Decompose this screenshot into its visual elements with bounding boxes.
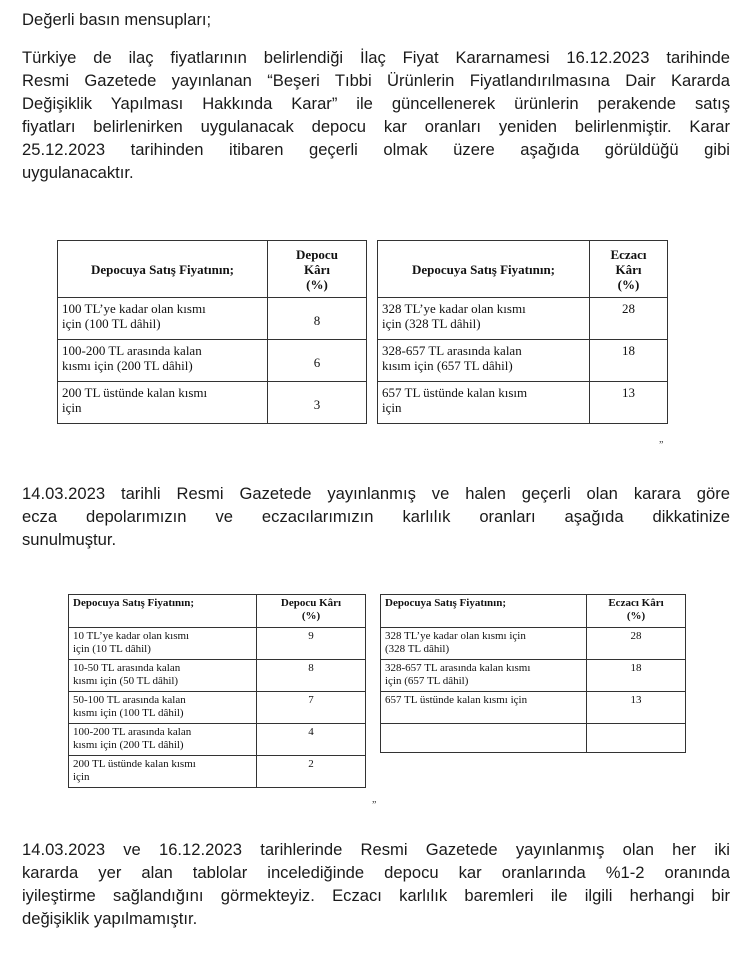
table-row-empty <box>381 724 686 753</box>
table-row <box>69 756 366 788</box>
price-range-cell: 328-657 TL arasında kalan kısım için (657 TL dâhil) <box>378 340 590 382</box>
profit-cell: 18 <box>590 340 668 382</box>
header-profit <box>268 241 367 298</box>
text-line: değişiklik yapılmamıştır. <box>22 909 198 928</box>
text-line: iyileştirme sağlandığını görmekteyiz. Eczacı karlılık baremleri ile ilgili herhangi bir <box>22 886 730 905</box>
header-price-range: Depocuya Satış Fiyatının; <box>378 241 590 298</box>
header-line: (%) <box>306 276 328 292</box>
price-range-cell: 10-50 TL arasında kalan kısmı için (50 TL dâhil) <box>69 660 257 692</box>
price-range-cell: 100 TL’ye kadar olan kısmı için (100 TL dâhil) <box>58 298 268 340</box>
table-header-row <box>381 595 686 628</box>
text-line: Resmi Gazetede yayınlanan “Beşeri Tıbbi Ürünlerin Fiyatlandırılmasına Dair Kararda <box>22 71 730 90</box>
profit-cell: 6 <box>268 340 367 382</box>
header-line: Eczacı <box>610 246 647 262</box>
profit-cell: 13 <box>587 692 686 724</box>
empty-cell <box>381 724 587 753</box>
profit-cell: 8 <box>268 298 367 340</box>
price-range-cell: 657 TL üstünde kalan kısım için <box>378 382 590 424</box>
table-row <box>378 298 668 340</box>
table-old-depocu-rates <box>68 594 366 788</box>
price-range-cell: 657 TL üstünde kalan kısmı için <box>381 692 587 724</box>
paragraph-intro <box>22 46 730 184</box>
table-new-eczaci-rates <box>377 240 668 424</box>
profit-cell: 8 <box>257 660 366 692</box>
profit-cell: 13 <box>590 382 668 424</box>
text-line: kararda yer alan tablolar incelediğinde depocu kar oranlarında %1-2 oranında <box>22 863 730 882</box>
header-price-range: Depocuya Satış Fiyatının; <box>381 595 587 628</box>
table-row <box>69 628 366 660</box>
text-line: sunulmuştur. <box>22 530 117 549</box>
text-line: uygulanacaktır. <box>22 163 134 182</box>
table-row <box>69 660 366 692</box>
header-line: Eczacı Kârı <box>608 597 664 609</box>
table-new-depocu-rates <box>57 240 367 424</box>
table-row <box>378 340 668 382</box>
table-header-row <box>58 241 367 298</box>
price-range-cell: 50-100 TL arasında kalan kısmı için (100 TL dâhil) <box>69 692 257 724</box>
text-line: ecza depolarımızın ve eczacılarımızın karlılık oranları aşağıda dikkatinize <box>22 507 730 526</box>
table-row <box>58 340 367 382</box>
table-header-row <box>69 595 366 628</box>
profit-cell: 4 <box>257 724 366 756</box>
table-row <box>378 382 668 424</box>
header-line: (%) <box>626 609 646 622</box>
table-row <box>69 692 366 724</box>
price-range-cell: 100-200 TL arasında kalan kısmı için (200 TL dâhil) <box>69 724 257 756</box>
text-line: 25.12.2023 tarihinden itibaren geçerli olmak üzere aşağıda görüldüğü gibi <box>22 140 730 159</box>
profit-cell: 9 <box>257 628 366 660</box>
greeting: Değerli basın mensupları; <box>22 10 212 29</box>
header-line: Depocu <box>296 246 338 262</box>
header-line: Depocu Kârı <box>280 597 342 609</box>
profit-cell: 18 <box>587 660 686 692</box>
table-row <box>381 628 686 660</box>
profit-cell: 3 <box>268 382 367 424</box>
profit-cell: 28 <box>587 628 686 660</box>
price-range-cell: 100-200 TL arasında kalan kısmı için (200 TL dâhil) <box>58 340 268 382</box>
closing-quote-mark: ” <box>372 800 377 811</box>
header-line: Kârı <box>304 261 330 277</box>
price-range-cell: 328-657 TL arasında kalan kısmı için (657 TL dâhil) <box>381 660 587 692</box>
table-row <box>381 692 686 724</box>
price-range-cell: 200 TL üstünde kalan kısmı için <box>69 756 257 788</box>
profit-cell: 28 <box>590 298 668 340</box>
closing-quote-mark: ” <box>659 440 664 451</box>
header-profit <box>590 241 668 298</box>
text-line: 14.03.2023 ve 16.12.2023 tarihlerinde Resmi Gazetede yayınlanmış olan her iki <box>22 840 730 859</box>
header-line: (%) <box>617 276 640 292</box>
price-range-cell: 200 TL üstünde kalan kısmı için <box>58 382 268 424</box>
header-price-range: Depocuya Satış Fiyatının; <box>69 595 257 628</box>
empty-cell <box>587 724 686 753</box>
price-range-cell: 328 TL’ye kadar olan kısmı için (328 TL dâhil) <box>378 298 590 340</box>
text-line: fiyatları belirlenirken uygulanacak depocu kar oranları yeniden belirlenmiştir. Karar <box>22 117 730 136</box>
paragraph-current-rates <box>22 482 730 551</box>
price-range-cell: 328 TL’ye kadar olan kısmı için (328 TL dâhil) <box>381 628 587 660</box>
header-line: Kârı <box>615 261 642 277</box>
table-header-row <box>378 241 668 298</box>
table-row <box>69 724 366 756</box>
header-line: (%) <box>301 609 321 622</box>
header-price-range: Depocuya Satış Fiyatının; <box>58 241 268 298</box>
paragraph-conclusion <box>22 838 730 930</box>
table-row <box>58 298 367 340</box>
header-profit <box>257 595 366 628</box>
header-profit <box>587 595 686 628</box>
table-row <box>58 382 367 424</box>
table-old-eczaci-rates <box>380 594 686 753</box>
text-line: 14.03.2023 tarihli Resmi Gazetede yayınlanmış ve halen geçerli olan karara göre <box>22 484 730 503</box>
profit-cell: 7 <box>257 692 366 724</box>
price-range-cell: 10 TL’ye kadar olan kısmı için (10 TL dâhil) <box>69 628 257 660</box>
text-line: Değişiklik Yapılması Hakkında Karar” ile güncellenerek ürünlerin perakende satış <box>22 94 730 113</box>
profit-cell: 2 <box>257 756 366 788</box>
table-row <box>381 660 686 692</box>
text-line: Türkiye de ilaç fiyatlarının belirlendiği İlaç Fiyat Kararnamesi 16.12.2023 tarihinde <box>22 48 730 67</box>
